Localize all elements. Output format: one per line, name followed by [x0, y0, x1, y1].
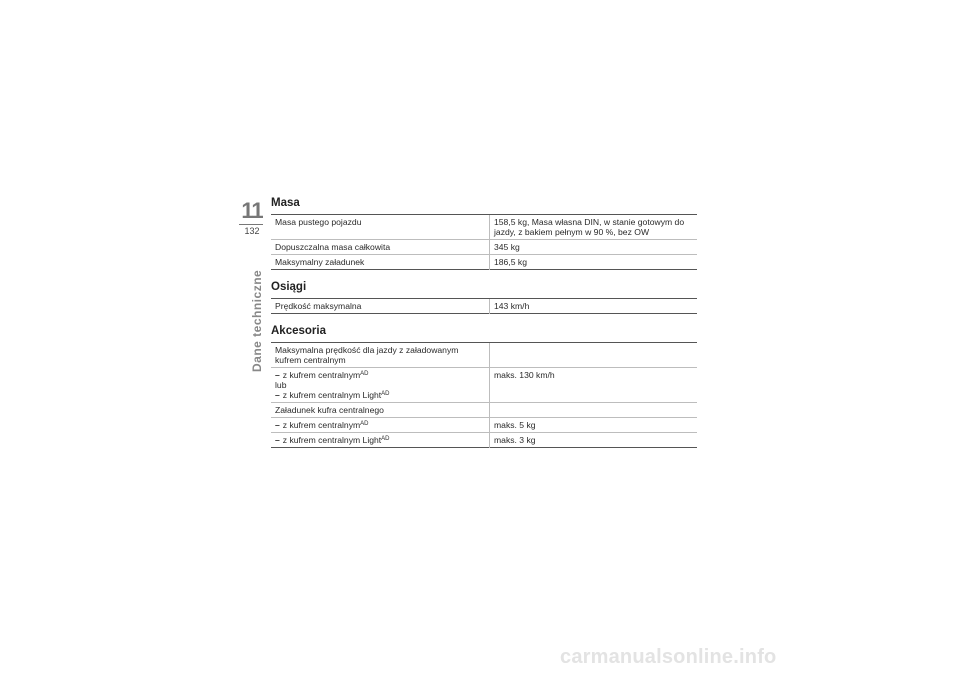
dash-marker: –	[275, 370, 280, 380]
table-osiagi	[271, 298, 697, 314]
row-value: 158,5 kg, Masa własna DIN, w stanie gotowym do jazdy, z bakiem pełnym w 90 %, bez OW	[490, 215, 698, 240]
row-value: 143 km/h	[490, 299, 698, 314]
dash-marker: –	[275, 390, 280, 400]
dash-marker: –	[275, 435, 280, 445]
chapter-side-title: Dane techniczne	[250, 269, 264, 372]
accessory-superscript: AD	[381, 391, 390, 397]
table-akcesoria	[271, 342, 697, 448]
row-label: Dopuszczalna masa całkowita	[271, 240, 490, 255]
section-title-masa: Masa	[271, 197, 300, 209]
row-label	[271, 418, 490, 433]
row-label	[271, 433, 490, 448]
table-row	[271, 343, 697, 368]
page-content	[271, 196, 697, 448]
table-masa	[271, 214, 697, 270]
table-row	[271, 240, 697, 255]
row-label: Prędkość maksymalna	[271, 299, 490, 314]
section-title-osiagi: Osiągi	[271, 281, 307, 293]
row-value: maks. 3 kg	[490, 433, 698, 448]
row-label: Maksymalna prędkość dla jazdy z załadowanym kufrem centralnym	[271, 343, 490, 368]
option-or: lub	[275, 380, 287, 390]
accessory-superscript: AD	[381, 436, 390, 442]
table-row	[271, 418, 697, 433]
table-row	[271, 299, 697, 314]
row-value: maks. 130 km/h	[490, 368, 698, 403]
table-row	[271, 433, 697, 448]
chapter-divider	[239, 224, 263, 225]
row-value-empty	[490, 403, 698, 418]
row-label: Załadunek kufra centralnego	[271, 403, 490, 418]
accessory-superscript: AD	[360, 421, 369, 427]
option-line	[275, 390, 485, 400]
row-value: 186,5 kg	[490, 255, 698, 270]
row-value-empty	[490, 343, 698, 368]
row-label: Masa pustego pojazdu	[271, 215, 490, 240]
row-value: 345 kg	[490, 240, 698, 255]
option-text: z kufrem centralnym Light	[282, 435, 382, 445]
section-title-akcesoria: Akcesoria	[271, 325, 326, 337]
table-row	[271, 403, 697, 418]
row-label	[271, 368, 490, 403]
row-value: maks. 5 kg	[490, 418, 698, 433]
chapter-number: 11	[241, 198, 263, 223]
accessory-superscript: AD	[360, 371, 369, 377]
table-row	[271, 215, 697, 240]
watermark: carmanualsonline.info	[560, 646, 777, 668]
option-text: z kufrem centralnym Light	[282, 390, 382, 400]
option-text: z kufrem centralnym	[282, 370, 361, 380]
table-row	[271, 368, 697, 403]
table-row	[271, 255, 697, 270]
option-line	[275, 370, 485, 380]
page-number: 132	[244, 226, 260, 236]
dash-marker: –	[275, 420, 280, 430]
row-label: Maksymalny załadunek	[271, 255, 490, 270]
option-text: z kufrem centralnym	[282, 420, 361, 430]
